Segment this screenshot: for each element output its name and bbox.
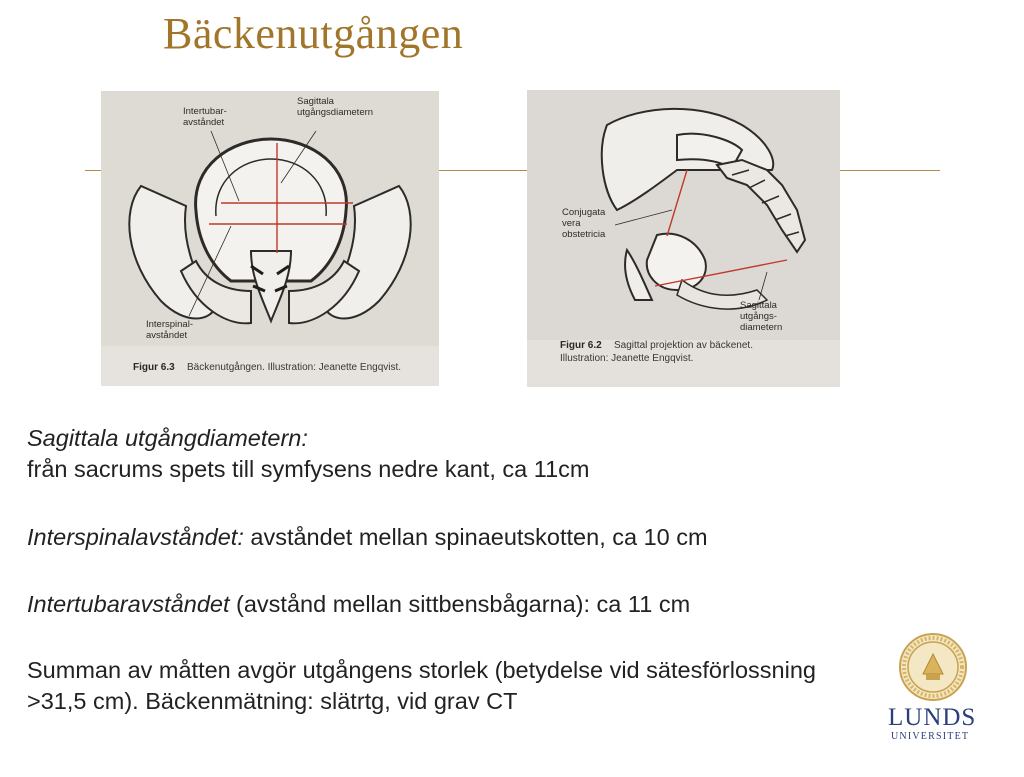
figure-left-caption: Bäckenutgången. Illustration: Jeanette Engqvist.: [187, 362, 402, 373]
interspinal-block: [27, 522, 708, 553]
divider-rule-left: [85, 170, 101, 171]
summary-line2: >31,5 cm). Bäckenmätning: slätrtg, vid grav CT: [27, 688, 518, 714]
figure-right-caption-line2: Illustration: Jeanette Engqvist.: [560, 353, 694, 364]
figure-right-caption: Sagittal projektion av bäckenet.: [614, 340, 753, 351]
interspinal-text: avståndet mellan spinaeutskotten, ca 10 cm: [243, 524, 708, 550]
label-conjugata-line3: obstetricia: [562, 229, 606, 240]
university-wordmark: LUNDS: [888, 704, 977, 731]
label-interspinal-line2: avståndet: [146, 330, 188, 341]
label-sagittala-right-line1: Sagittala: [740, 300, 777, 311]
divider-rule-middle: [439, 170, 527, 171]
label-conjugata-line1: Conjugata: [562, 207, 606, 218]
sagittala-block: [27, 423, 589, 485]
intertubar-text: (avstånd mellan sittbensbågarna): ca 11 cm: [229, 591, 691, 617]
summary-block: [27, 655, 816, 717]
sagittala-heading: Sagittala utgångdiametern:: [27, 425, 308, 451]
university-seal-logo: [898, 632, 968, 702]
university-subtitle: UNIVERSITET: [891, 731, 970, 742]
figure-pelvic-outlet: [101, 91, 439, 386]
intertubar-term: Intertubaravståndet: [27, 591, 230, 617]
label-sagittala-right-line3: diametern: [740, 322, 783, 333]
label-intertubar-line1: Intertubar-: [183, 106, 227, 117]
label-intertubar-line2: avståndet: [183, 117, 225, 128]
label-conjugata-line2: vera: [562, 218, 581, 229]
label-sagittala-right-line2: utgångs-: [740, 311, 777, 322]
label-sagittala-line1: Sagittala: [297, 96, 334, 107]
intertubar-block: [27, 589, 690, 620]
summary-line1: Summan av måtten avgör utgångens storlek (betydelse vid sätesförlossning: [27, 657, 816, 683]
figure-left-caption-label: Figur 6.3: [133, 362, 175, 373]
figure-sagittal-projection: [527, 90, 840, 387]
label-interspinal-line1: Interspinal-: [146, 319, 193, 330]
divider-rule-right: [840, 170, 940, 171]
sagittala-text: från sacrums spets till symfysens nedre kant, ca 11cm: [27, 456, 590, 482]
slide-title: Bäckenutgången: [163, 9, 464, 58]
interspinal-term: Interspinalavståndet:: [27, 524, 244, 550]
label-sagittala-line2: utgångsdiametern: [297, 107, 374, 118]
figure-right-caption-label: Figur 6.2: [560, 340, 602, 351]
